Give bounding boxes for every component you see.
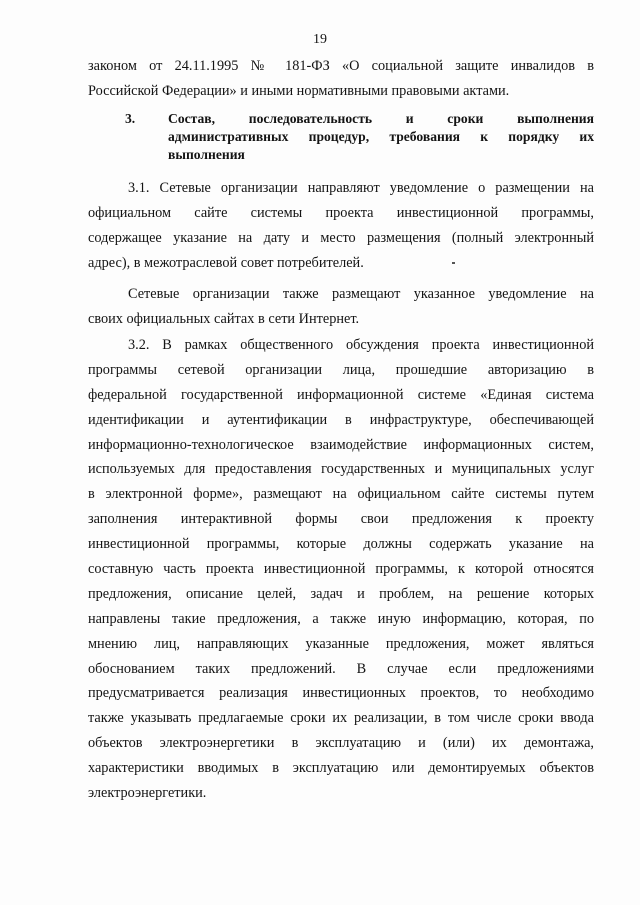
text-line: информационно-технологическое взаимодействие информационных систем, — [88, 436, 594, 453]
text-line: законом от 24.11.1995 № 181-ФЗ «О социальной защите инвалидов в — [88, 58, 594, 74]
text-line: объектов электроэнергетики в эксплуатацию и (или) их демонтажа, — [88, 735, 594, 752]
text-line: используемых для предоставления государственных и муниципальных услуг — [88, 461, 594, 478]
text-line: также указывать предлагаемые сроки их реализации, в том числе сроки ввода — [88, 710, 594, 727]
text-line: Российской Федерации» и иными нормативными правовыми актами. — [88, 82, 510, 99]
text-line: предусматривается реализация инвестиционных проектов, то необходимо — [88, 685, 594, 702]
text-line: обоснованием таких предложений. В случае если предложениями — [88, 660, 594, 677]
text-line: 3.1. Сетевые организации направляют уведомление о размещении на — [128, 180, 594, 196]
page-number: 19 — [313, 32, 327, 47]
text-line: характеристики вводимых в эксплуатацию или демонтируемых объектов — [88, 760, 594, 777]
section-title-line: административных процедур, требования к порядку их — [168, 129, 594, 144]
text-line: электроэнергетики. — [88, 785, 207, 802]
section-number: 3. — [125, 111, 136, 126]
intro-paragraph — [88, 54, 594, 104]
paragraph-3-2 — [88, 333, 594, 806]
text-line: Сетевые организации также размещают указанное уведомление на — [128, 286, 594, 302]
text-line: содержащее указание на дату и место размещения (полный электронный — [88, 229, 594, 246]
text-line: в электронной форме», размещают на официальном сайте системы путем — [88, 486, 594, 503]
text-line: составную часть проекта инвестиционной программы, к которой относятся — [88, 561, 594, 578]
paragraph-sites — [88, 282, 594, 332]
text-line: программы сетевой организации лица, прошедшие авторизацию в — [88, 361, 594, 378]
text-line: инвестиционной программы, которые должны содержать указание на — [88, 536, 594, 553]
text-line: официальном сайте системы проекта инвестиционной программы, — [88, 204, 594, 221]
text-line: идентификации и аутентификации в инфраструктуре, обеспечивающей — [88, 411, 594, 428]
text-line: адрес), в межотраслевой совет потребителей. — [88, 254, 364, 271]
section-title-line: выполнения — [168, 147, 245, 162]
text-line: предложения, описание целей, задач и проблем, на решение которых — [88, 585, 594, 602]
paragraph-3-1 — [88, 176, 594, 276]
section-title-line: Состав, последовательность и сроки выполнения — [168, 111, 594, 126]
text-line: мнению лиц, направляющих указанные предложения, может являться — [88, 635, 594, 652]
text-line: 3.2. В рамках общественного обсуждения проекта инвестиционной — [128, 337, 594, 353]
scan-speck — [452, 262, 455, 264]
text-line: заполнения интерактивной формы свои предложения к проекту — [88, 511, 594, 528]
text-line: федеральной государственной информационной системе «Единая система — [88, 386, 594, 403]
text-line: направлены такие предложения, а также иную информацию, которая, по — [88, 610, 594, 627]
text-line: своих официальных сайтах в сети Интернет. — [88, 310, 360, 327]
section-heading — [88, 110, 594, 164]
